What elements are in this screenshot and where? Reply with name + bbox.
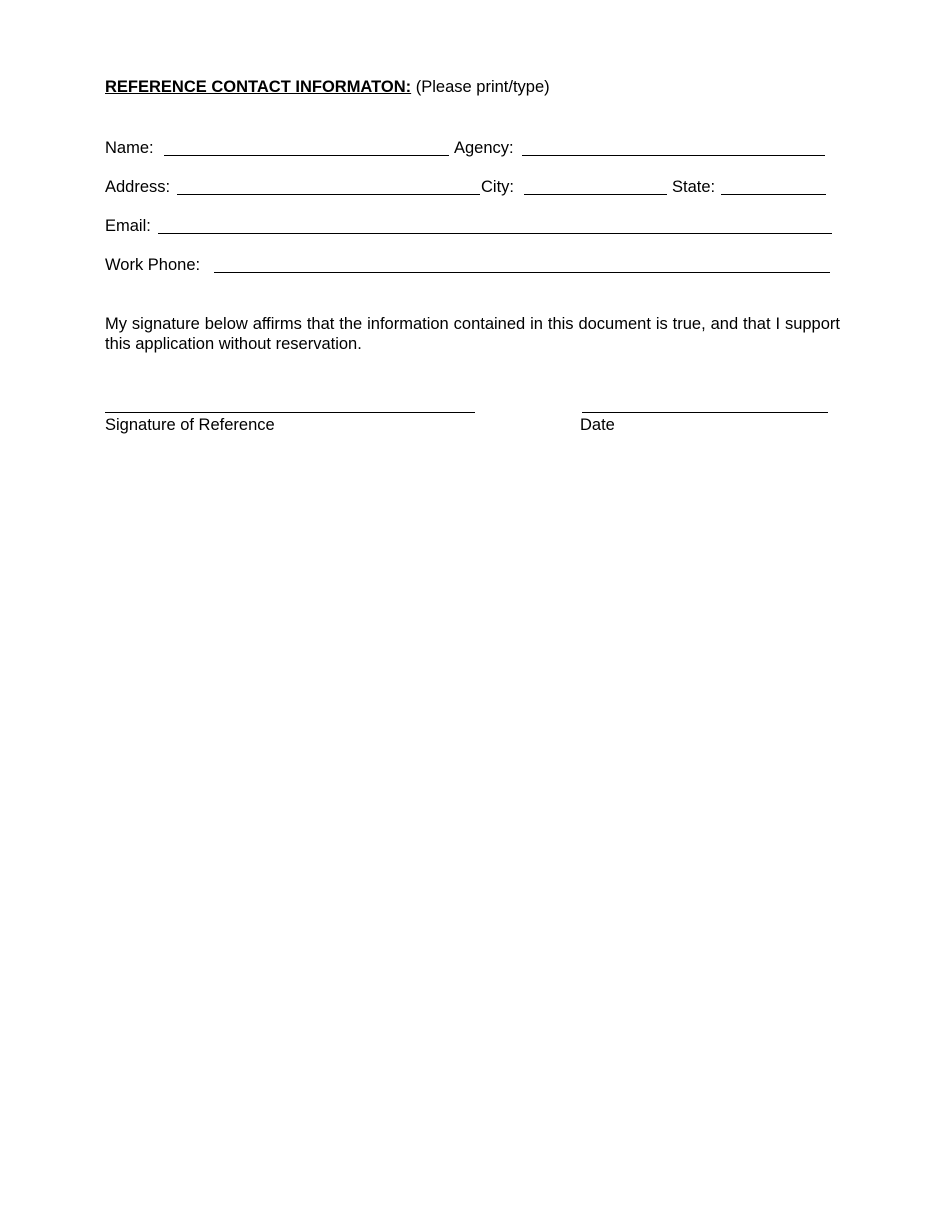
name-label: Name: — [105, 139, 154, 157]
agency-label: Agency: — [454, 139, 514, 157]
work-phone-field[interactable] — [214, 272, 830, 273]
address-city-state-row — [105, 177, 840, 199]
city-label: City: — [481, 178, 514, 196]
signature-label: Signature of Reference — [105, 416, 275, 434]
name-agency-row — [105, 138, 840, 160]
state-label: State: — [672, 178, 716, 196]
work-phone-row — [105, 255, 840, 277]
address-label: Address: — [105, 178, 171, 196]
name-field[interactable] — [164, 155, 449, 156]
section-heading — [105, 78, 550, 97]
city-field[interactable] — [524, 194, 667, 195]
state-field[interactable] — [721, 194, 826, 195]
affirmation-statement: My signature below affirms that the information contained in this document is true, and that I support this application without reservation. — [105, 315, 840, 353]
section-note: (Please print/type) — [411, 78, 550, 96]
date-field[interactable] — [582, 412, 828, 413]
email-row — [105, 216, 840, 238]
email-label: Email: — [105, 217, 151, 235]
date-label: Date — [580, 416, 615, 434]
signature-field[interactable] — [105, 412, 475, 413]
email-field[interactable] — [158, 233, 832, 234]
address-field[interactable] — [177, 194, 480, 195]
work-phone-label: Work Phone: — [105, 256, 201, 274]
section-title: REFERENCE CONTACT INFORMATON: — [105, 78, 412, 96]
agency-field[interactable] — [522, 155, 825, 156]
